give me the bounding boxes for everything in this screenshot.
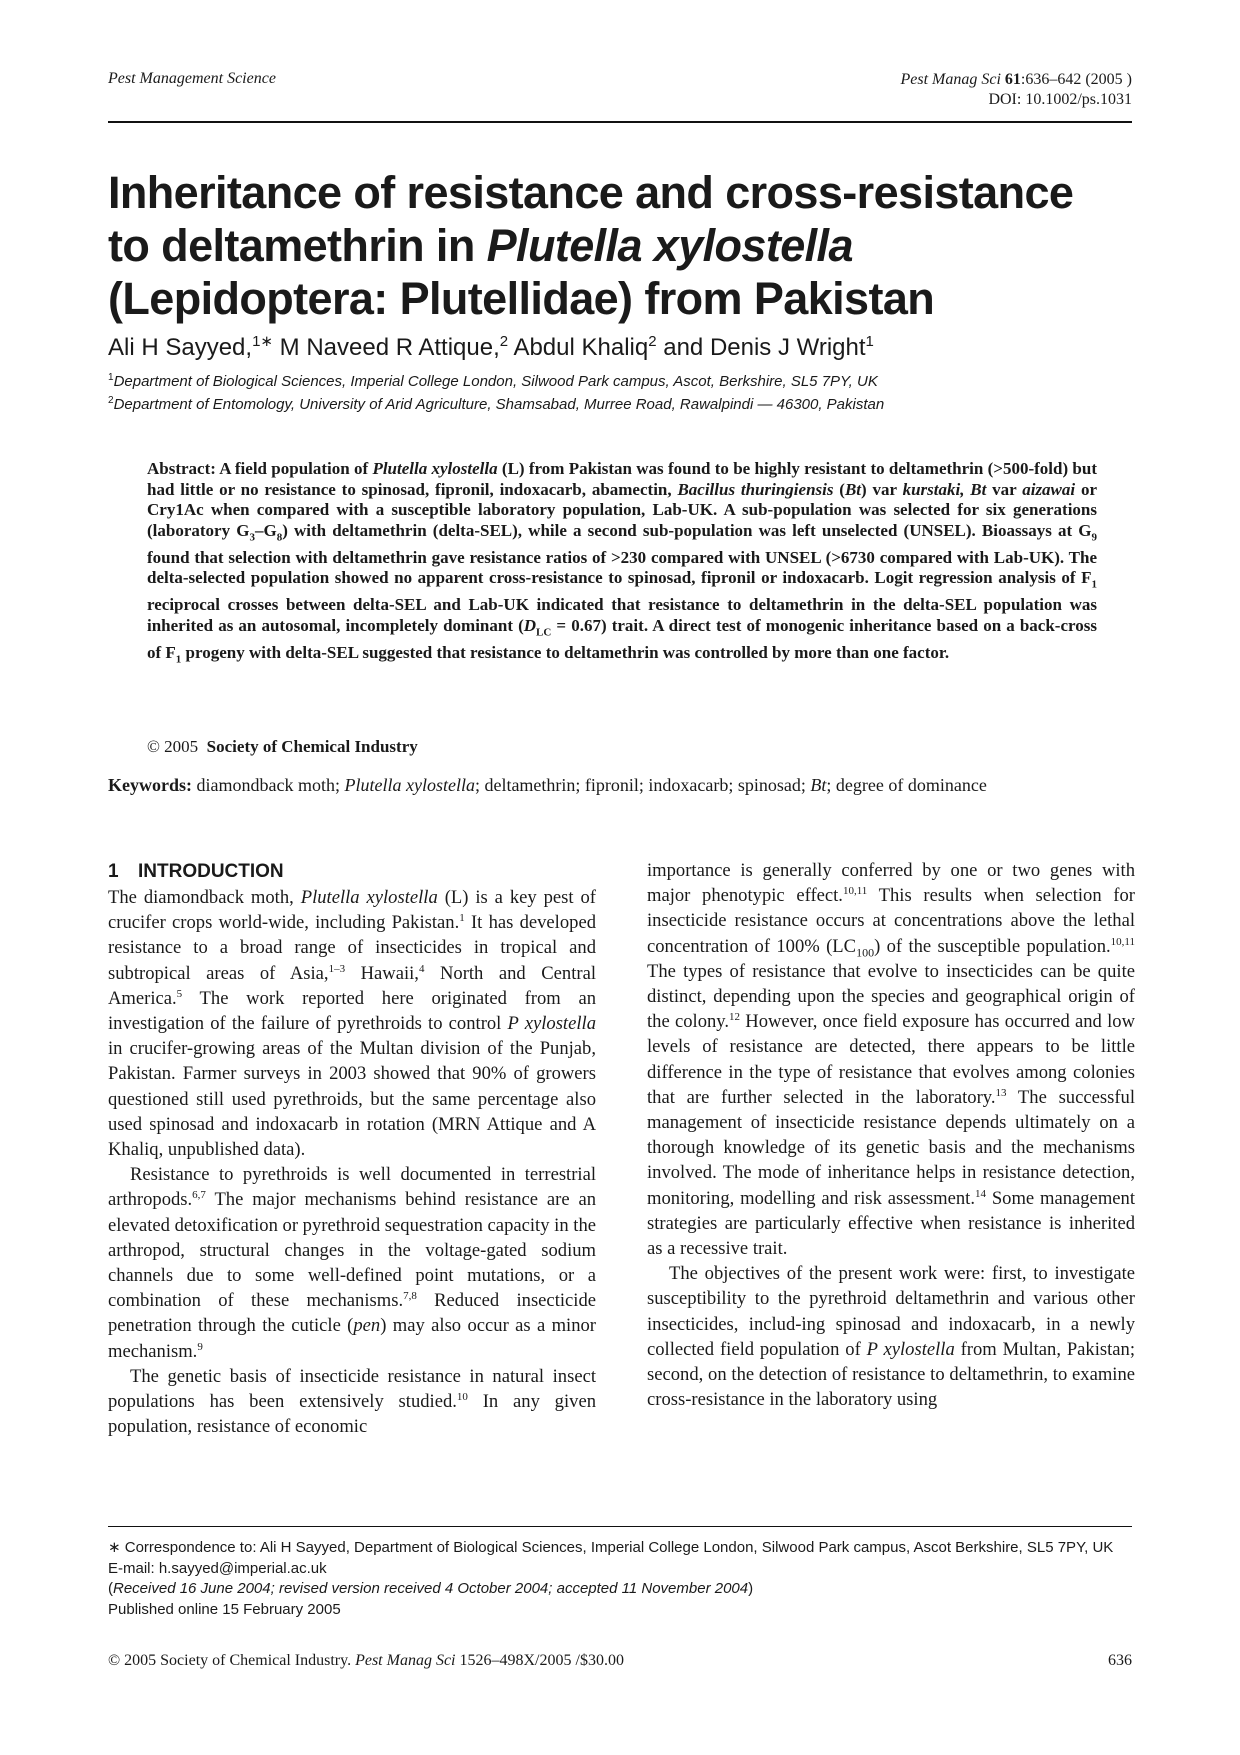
- copyright-org: Society of Chemical Industry: [206, 737, 418, 756]
- citation-ref[interactable]: 12: [729, 1011, 741, 1024]
- title-line-1: Inheritance of resistance and cross-resistance: [108, 167, 1074, 218]
- variety-name: kurstaki, Bt: [902, 479, 987, 499]
- citation-ref[interactable]: 6,7: [192, 1189, 206, 1202]
- citation-ref[interactable]: 5: [176, 987, 183, 1000]
- species-name: Bacillus thuringiensis: [677, 479, 834, 499]
- text: This results when selection for insecticide resistance occurs at concentrations above the lethal concentration of 100% (LC: [647, 885, 1135, 957]
- abstract-text: progeny with delta-SEL suggested that resistance to deltamethrin was controlled by more than one factor.: [181, 642, 950, 662]
- abstract-text: (L) from Pakistan was found to be highly resistant to deltamethrin (>500-fold) but had little or no resistance to spinosad, fipronil, indoxacarb, abamectin,: [147, 459, 1097, 499]
- running-header: [108, 70, 1132, 108]
- text: The objectives of the present work were: first, to investigate susceptibility to the pyrethroid deltamethrin and various other insecticides, includ-ing spinosad and indoxacarb, in a newly collected field population of: [647, 1263, 1135, 1360]
- author-affiliation-mark: 2: [648, 333, 657, 350]
- text: The work reported here originated from an investigation of the failure of pyrethroids to control: [108, 987, 596, 1035]
- keywords-text: diamondback moth;: [192, 775, 345, 795]
- body-column-right: [647, 858, 1135, 1412]
- text: The diamondback moth,: [108, 887, 301, 908]
- body-column-left: [108, 860, 596, 1439]
- abstract-text: –G: [254, 520, 277, 540]
- received-text: Received 16 June 2004; revised version received 4 October 2004; accepted 11 November 2004: [113, 1580, 749, 1597]
- text: It has developed resistance to a broad range of insecticides in tropical and subtropical areas of Asia,: [108, 912, 596, 984]
- citation-volume: 61: [1004, 71, 1021, 88]
- citation-ref[interactable]: 10,11: [842, 885, 868, 898]
- author-name: Abdul Khaliq: [508, 334, 649, 361]
- keywords-text: ; degree of dominance: [826, 775, 987, 795]
- footnote-rule: [108, 1526, 1132, 1527]
- abstract-text: reciprocal crosses between delta-SEL and Lab-UK indicated that resistance to deltamethrin in the delta-SEL population was inherited as an autosomal, incompletely dominant (: [147, 595, 1097, 635]
- email-line[interactable]: E-mail: h.sayyed@imperial.ac.uk: [108, 1559, 327, 1577]
- abstract-text: ) with deltamethrin (delta-SEL), while a second sub-population was left unselected (UNSEL). Bioassays at G: [282, 520, 1092, 540]
- section-heading: [108, 860, 596, 884]
- text: importance is generally conferred by one or two genes with major phenotypic effect.: [647, 860, 1135, 907]
- paragraph: [647, 1261, 1135, 1412]
- correspondence-note: ∗ Correspondence to: Ali H Sayyed, Department of Biological Sciences, Imperial College London, Silwood Park campus, Ascot Berkshire, SL5 7PY, UK: [108, 1539, 1114, 1556]
- paragraph: [108, 885, 596, 1162]
- text: However, once field exposure has occurred and low levels of resistance are detected, there appears to be little difference in the type of resistance that evolves among colonies that are further selected in the laboratory.: [647, 1011, 1135, 1108]
- citation-ref[interactable]: 7,8: [403, 1290, 417, 1303]
- citation-ref[interactable]: 1: [459, 912, 465, 925]
- abstract-text: ) var: [861, 479, 903, 499]
- species-name: Plutella xylostella: [372, 459, 498, 478]
- variety-name: aizawai: [1022, 479, 1076, 499]
- affiliation-text: Department of Biological Sciences, Imperial College London, Silwood Park campus, Ascot, Berkshire, SL5 7PY, UK: [113, 373, 878, 390]
- citation-ref[interactable]: 10: [456, 1390, 468, 1403]
- species-name: P xylostella: [507, 1013, 596, 1035]
- article-title: [108, 166, 1138, 325]
- author-affiliation-mark: 1: [865, 333, 874, 350]
- citation-ref[interactable]: 9: [197, 1340, 203, 1353]
- citation-ref[interactable]: 1–3: [328, 962, 346, 975]
- paragraph: [108, 1364, 596, 1440]
- received-dates: [108, 1579, 1138, 1600]
- text: In any given population, resistance of economic: [108, 1391, 596, 1438]
- published-online: Published online 15 February 2005: [108, 1600, 341, 1618]
- citation-ref[interactable]: 10,11: [1110, 935, 1135, 948]
- abstract-copyright: [147, 737, 418, 757]
- text: in crucifer-growing areas of the Multan division of the Punjab, Pakistan. Farmer surveys in 2003 showed that 90% of growers questioned still used pyrethroids, but the same percentage also used spinosad and indoxacarb in rotation (MRN Attique and A Khaliq, unpublished data).: [108, 1038, 596, 1161]
- affiliation-1: [108, 368, 878, 392]
- abstract-text: = 0.67) trait. A direct test of monogenic inheritance based on a back-cross of F: [147, 615, 1097, 662]
- citation-block: [900, 70, 1132, 110]
- text: The successful management of insecticide resistance depends ultimately on a thorough knowledge of its genetic basis and the mechanisms involved. The mode of inheritance helps in resistance detection, monitoring, modelling and risk assessment.: [647, 1086, 1135, 1209]
- text: Some management strategies are particularly effective when resistance is inherited as a recessive trait.: [647, 1187, 1135, 1260]
- affiliation-2: [108, 391, 884, 415]
- text: Reduced insecticide penetration through the cuticle (: [108, 1290, 596, 1337]
- text: ) may also occur as a minor mechanism.: [108, 1315, 596, 1362]
- paren: ): [748, 1580, 754, 1597]
- citation-line: [900, 70, 1132, 90]
- citation-ref[interactable]: 4: [418, 962, 425, 975]
- keyword-species: Plutella xylostella: [344, 775, 475, 795]
- paragraph: [108, 1162, 596, 1364]
- abstract: [147, 459, 1097, 670]
- author-name: and Denis J Wright: [656, 334, 866, 361]
- doi[interactable]: DOI: 10.1002/ps.1031: [988, 91, 1132, 108]
- subscript: 3: [249, 531, 255, 544]
- species-name: P xylostella: [866, 1338, 955, 1360]
- subscript: 8: [276, 531, 283, 544]
- text: Resistance to pyrethroids is well documented in terrestrial arthropods.: [108, 1164, 596, 1211]
- abstract-text: var: [986, 479, 1023, 499]
- text: The major mechanisms behind resistance are an elevated detoxification or pyrethroid sequestration capacity in the arthropod, structural changes in the voltage-gated sodium channels due to some well-defined point mutations, or a combination of these mechanisms.: [108, 1189, 596, 1312]
- keywords-text: ; deltamethrin; fipronil; indoxacarb; spinosad;: [474, 775, 811, 795]
- affiliation-text: Department of Entomology, University of Arid Agriculture, Shamsabad, Murree Road, Rawalpindi — 46300, Pakistan: [113, 396, 885, 413]
- section-title: INTRODUCTION: [138, 861, 284, 882]
- keyword-abbrev: Bt: [810, 775, 827, 795]
- footer-issn: 1526–498X/2005 /$30.00: [455, 1652, 624, 1669]
- keywords-label: Keywords:: [108, 775, 192, 795]
- author-list: [108, 327, 874, 363]
- text: The genetic basis of insecticide resistance in natural insect populations has been extensively studied.: [108, 1365, 596, 1413]
- author-affiliation-mark: 2: [499, 333, 509, 350]
- abstract-text: A field population of: [215, 459, 373, 478]
- title-line-3: (Lepidoptera: Plutellidae) from Pakistan: [108, 273, 935, 324]
- subscript: LC: [536, 626, 552, 639]
- subscript: 1: [175, 653, 182, 666]
- citation-pages: :636–642 (2005 ): [1020, 71, 1132, 88]
- text: Hawaii,: [345, 962, 419, 984]
- text: The types of resistance that evolve to insecticides can be quite distinct, depending upon the species and geographical origin of the colony.: [647, 960, 1135, 1033]
- dominance-symbol: D: [523, 615, 537, 635]
- paren: (: [108, 1580, 113, 1597]
- section-number: 1: [108, 861, 119, 882]
- subscript: 9: [1091, 531, 1097, 544]
- abstract-text: or Cry1Ac when compared with a susceptible laboratory population, Lab-UK. A sub-population was selected for six generations (laboratory G: [147, 479, 1097, 540]
- author-name: Ali H Sayyed,: [108, 334, 253, 361]
- abstract-label: Abstract:: [147, 459, 216, 478]
- page-number: 636: [1108, 1652, 1132, 1669]
- footer-copyright: © 2005 Society of Chemical Industry.: [108, 1652, 356, 1669]
- author-affiliation-mark: 1∗: [252, 333, 273, 350]
- affiliation-mark: 2: [108, 395, 114, 406]
- text: from Multan, Pakistan; second, on the detection of resistance to deltamethrin, to examine cross-resistance in the laboratory using: [647, 1338, 1136, 1411]
- subscript: 100: [856, 945, 875, 960]
- title-line-2: to deltamethrin in: [108, 220, 487, 271]
- citation-journal: Pest Manag Sci: [900, 71, 1001, 88]
- text: ) of the susceptible population.: [874, 935, 1111, 957]
- header-rule: [108, 121, 1132, 123]
- citation-ref[interactable]: 13: [995, 1086, 1007, 1099]
- abstract-text: found that selection with deltamethrin gave resistance ratios of >230 compared with UNSEL (>6730 compared with Lab-UK). The delta-selected population showed no apparent cross-resistance to spinosad, fipronil or indoxacarb. Logit regression analysis of F: [147, 547, 1097, 588]
- citation-ref[interactable]: 14: [975, 1187, 986, 1200]
- journal-name: Pest Management Science: [108, 70, 276, 87]
- footer-journal: Pest Manag Sci: [355, 1652, 456, 1669]
- paragraph: [647, 858, 1135, 1261]
- author-name: M Naveed R Attique,: [272, 334, 500, 361]
- footnotes: [108, 1538, 1138, 1620]
- abbrev: Bt: [844, 479, 862, 499]
- keywords: [108, 773, 1132, 797]
- text: (L) is a key pest of crucifer crops world-wide, including Pakistan.: [108, 887, 596, 934]
- abstract-text: (: [833, 479, 845, 499]
- title-species: Plutella xylostella: [486, 220, 853, 271]
- page-footer: [108, 1652, 1132, 1670]
- text: North and Central America.: [108, 962, 596, 1009]
- subscript: 1: [1091, 578, 1097, 591]
- copyright-year: © 2005: [147, 737, 199, 756]
- affiliation-mark: 1: [108, 372, 114, 383]
- species-name: Plutella xylostella: [300, 887, 438, 908]
- gene-name: pen: [353, 1315, 381, 1337]
